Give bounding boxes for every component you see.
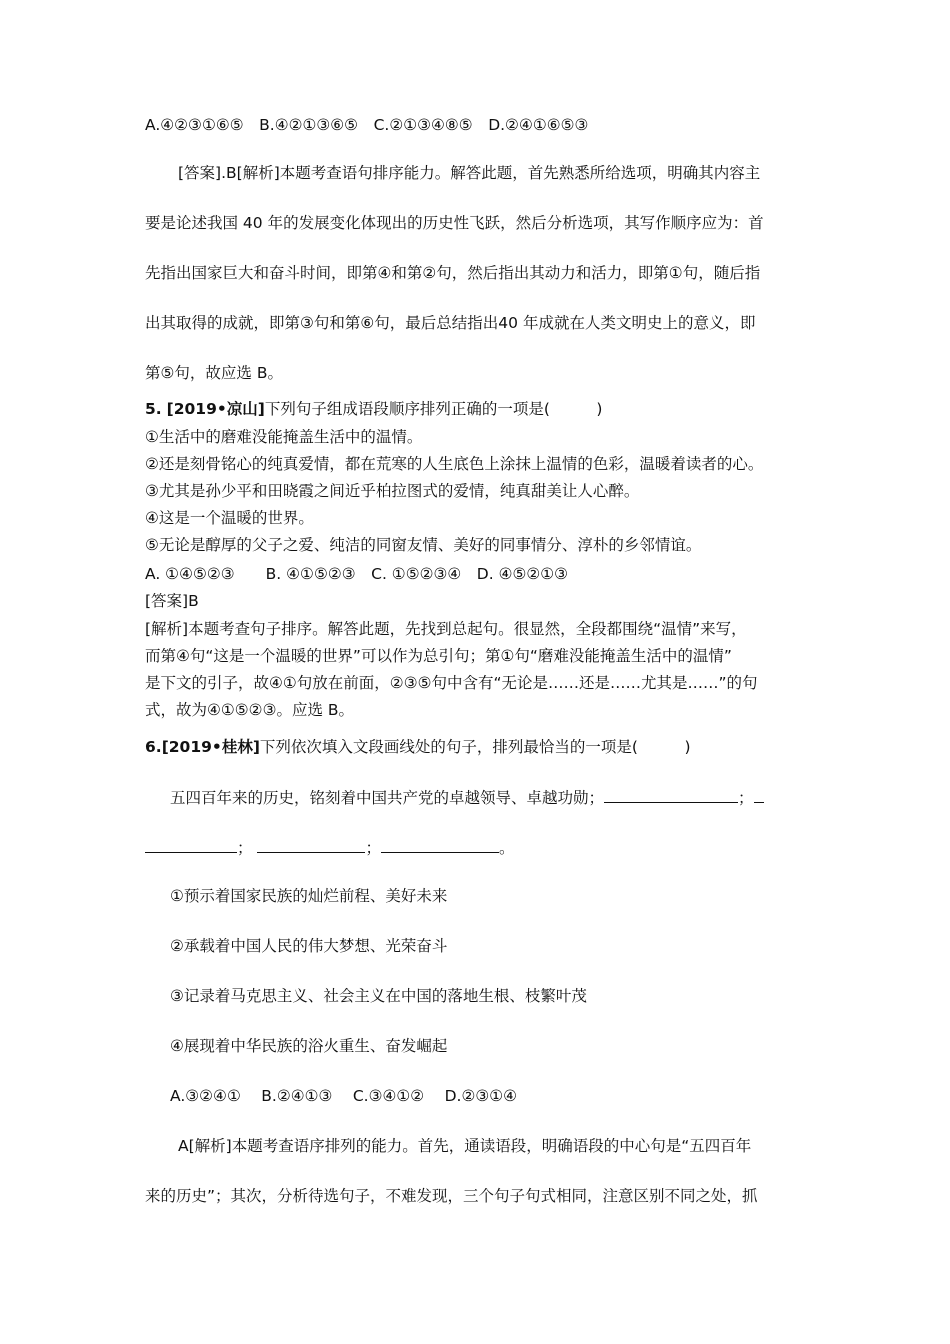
q5-sentence: ③尤其是孙少平和田晓霞之间近乎柏拉图式的爱情，纯真甜美让人心醉。 [145,482,640,500]
q4-analysis-line: 要是论述我国 40 年的发展变化体现出的历史性飞跃，然后分析选项，其写作顺序应为：首 [145,214,764,232]
q6-passage: 五四百年来的历史，铭刻着中国共产党的卓越领导、卓越功勋； [170,789,605,807]
q5-analysis-line: 是下文的引子，故④①句放在前面，②③⑤句中含有“无论是……还是……尤其是……”的句 [145,674,758,692]
q6-sentence: ③记录着马克思主义、社会主义在中国的落地生根、枝繁叶茂 [170,987,587,1005]
q6-sentence: ④展现着中华民族的浴火重生、奋发崛起 [170,1037,448,1055]
fill-blank-1 [604,786,738,803]
q6-heading [145,736,691,758]
q4-analysis-line: 第⑤句，故应选 B。 [145,364,283,382]
q4-analysis-line: 先指出国家巨大和奋斗时间，即第④和第②句，然后指出其动力和活力，即第①句，随后指 [145,264,761,282]
q5-analysis-line: [解析]本题考查句子排序。解答此题，先找到总起句。很显然，全段都围绕“温情”来写， [145,620,747,638]
q4-analysis-line: 出其取得的成就，即第③句和第⑥句，最后总结指出40 年成就在人类文明史上的意义，即 [145,314,756,332]
fill-blank-2-start [754,786,764,803]
q6-number: 6. [145,738,162,756]
q6-analysis-line: A[解析]本题考查语序排列的能力。首先，通读语段，明确语段的中心句是“五四百年 [178,1137,752,1155]
q6-stem: 下列依次填入文段画线处的句子，排列最恰当的一项是( ) [259,738,691,756]
q4-analysis-line: [答案].B[解析]本题考查语句排序能力。解答此题，首先熟悉所给选项，明确其内容主 [178,164,761,182]
q5-sentence: ⑤无论是醇厚的父子之爱、纯洁的同窗友情、美好的同事情分、淳朴的乡邻情谊。 [145,536,702,554]
q5-sentence: ④这是一个温暖的世界。 [145,509,314,527]
q6-options: A.③②④① B.②④①③ C.③④①② D.②③①④ [170,1087,518,1105]
q5-sentence: ①生活中的磨难没能掩盖生活中的温情。 [145,428,423,446]
blank-separator: ； [738,789,754,807]
q5-options: A. ①④⑤②③ B. ④①⑤②③ C. ①⑤②③④ D. ④⑤②①③ [145,565,569,583]
q6-sentence: ①预示着国家民族的灿烂前程、美好未来 [170,887,448,905]
q6-analysis-line: 来的历史”；其次，分析待选句子，不难发现，三个句子句式相同，注意区别不同之处，抓 [145,1187,758,1205]
q5-heading [145,398,602,420]
q5-answer: [答案]B [145,592,199,610]
q6-blanks-line [145,836,514,859]
q5-sentence: ②还是刻骨铭心的纯真爱情，都在荒寒的人生底色上涂抹上温情的色彩，温暖着读者的心。 [145,455,764,473]
q6-source: [2019•桂林] [161,738,260,756]
q6-passage-line [170,786,764,809]
fill-blank-2 [145,836,237,853]
q6-sentence: ②承载着中国人民的伟大梦想、光荣奋斗 [170,937,448,955]
q5-analysis-line: 式，故为④①⑤②③。应选 B。 [145,701,355,719]
fill-blank-3 [257,836,365,853]
q5-source: [2019•凉山] [166,400,265,418]
q5-stem: 下列句子组成语段顺序排列正确的一项是( ) [264,400,603,418]
q5-number: 5. [145,400,162,418]
blank-separator: ； [237,839,253,857]
q5-analysis-line: 而第④句“这是一个温暖的世界”可以作为总引句；第①句“磨难没能掩盖生活中的温情” [145,647,732,665]
fill-blank-4 [381,836,499,853]
passage-end: 。 [498,839,515,857]
q4-options: A.④②③①⑥⑤ B.④②①③⑥⑤ C.②①③④⑧⑤ D.②④①⑥⑤③ [145,116,589,134]
blank-separator: ； [365,839,381,857]
